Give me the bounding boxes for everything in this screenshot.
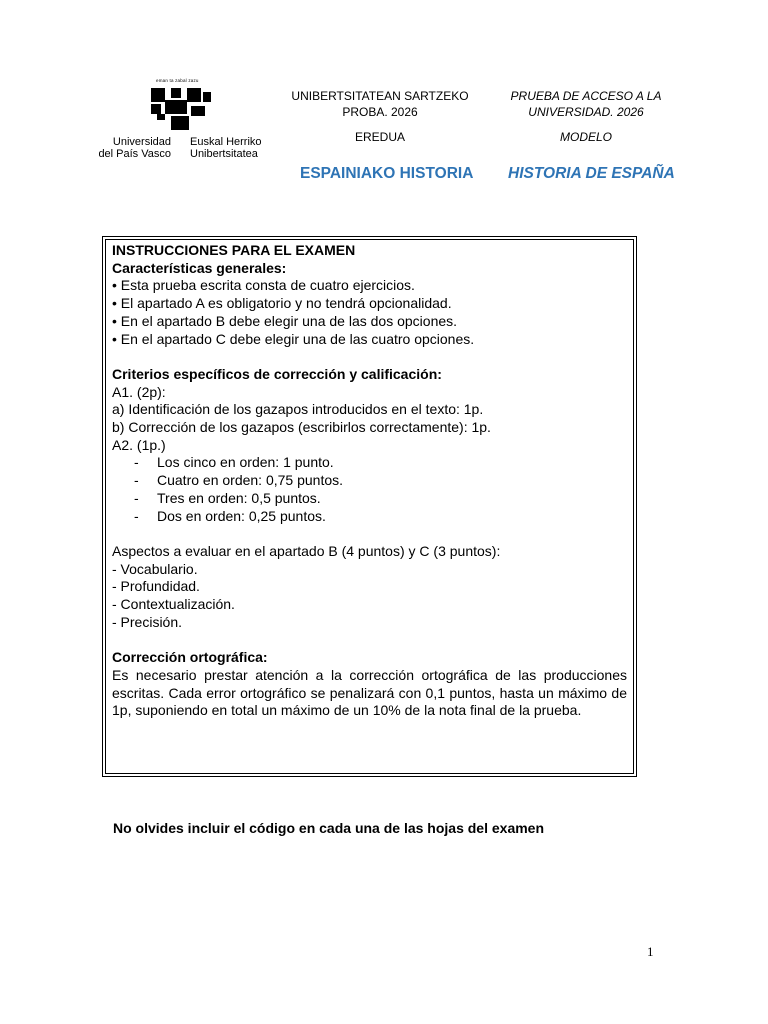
- spacer: [112, 348, 627, 366]
- exam-title-eu: UNIBERTSITATEAN SARTZEKO: [291, 89, 469, 103]
- header-spanish: [486, 88, 686, 145]
- logo-motto: eman ta zabal zazu: [156, 78, 199, 83]
- university-emblem-icon: [151, 86, 213, 132]
- general-item: • En el apartado C debe elegir una de las cuatro opciones.: [112, 330, 475, 347]
- general-item: • En el apartado B debe elegir una de las dos opciones.: [112, 312, 458, 329]
- dash-bullet: -: [134, 454, 139, 471]
- page-number: 1: [647, 944, 654, 959]
- aspects-heading: Aspectos a evaluar en el apartado B (4 puntos) y C (3 puntos):: [112, 542, 501, 559]
- criteria-heading: Criterios específicos de corrección y calificación:: [112, 365, 442, 382]
- general-item: • Esta prueba escrita consta de cuatro ejercicios.: [112, 277, 415, 294]
- general-item: • El apartado A es obligatorio y no tendrá opcionalidad.: [112, 295, 452, 312]
- a1-item: a) Identificación de los gazapos introducidos en el texto: 1p.: [112, 401, 484, 418]
- a2-title: A2. (1p.): [112, 436, 166, 453]
- a2-item: - Los cinco en orden: 1 punto.: [134, 454, 334, 471]
- spacer: [112, 631, 627, 649]
- dash-bullet: -: [134, 472, 139, 489]
- instructions-title: INSTRUCCIONES PARA EL EXAMEN: [112, 242, 356, 258]
- a1-item: b) Corrección de los gazapos (escribirlos correctamente): 1p.: [112, 419, 491, 436]
- spacer: [112, 525, 627, 543]
- aspect-item: - Precisión.: [112, 613, 183, 630]
- a1-title: A1. (2p):: [112, 383, 166, 400]
- model-label-es: MODELO: [559, 130, 612, 144]
- ortho-text: Es necesario prestar atención a la corrección ortográfica de las producciones escritas. Cada error ortográfico se penalizará con 0,1 puntos, hasta un máximo de 1p, suponiendo en total un máximo de un 10% de la nota final de la prueba.: [112, 666, 627, 719]
- aspect-item: - Profundidad.: [112, 578, 200, 595]
- footer-note: No olvides incluir el código en cada una de las hojas del examen: [113, 820, 545, 836]
- dash-bullet: -: [134, 507, 139, 524]
- header-basque: [280, 88, 480, 145]
- subject-title-eu: ESPAINIAKO HISTORIA: [300, 165, 474, 182]
- aspect-item: - Contextualización.: [112, 596, 235, 613]
- university-name-eu: Euskal Herriko Unibertsitatea: [190, 136, 262, 160]
- dash-bullet: -: [134, 489, 139, 506]
- model-label-eu: EREDUA: [354, 130, 405, 144]
- general-heading: Características generales:: [112, 259, 287, 276]
- instructions-box: [105, 239, 634, 774]
- university-name-es: Universidad del País Vasco: [98, 136, 171, 160]
- exam-year-es: UNIVERSIDAD. 2026: [528, 105, 644, 119]
- exam-title-es: PRUEBA DE ACCESO A LA: [510, 89, 662, 103]
- exam-year-eu: PROBA. 2026: [342, 105, 418, 119]
- subject-title-es: HISTORIA DE ESPAÑA: [508, 165, 675, 182]
- a2-item: - Tres en orden: 0,5 puntos.: [134, 489, 321, 506]
- aspect-item: - Vocabulario.: [112, 560, 198, 577]
- university-logo: [88, 78, 278, 168]
- a2-item: - Dos en orden: 0,25 puntos.: [134, 507, 326, 524]
- a2-item: - Cuatro en orden: 0,75 puntos.: [134, 472, 344, 489]
- ortho-heading: Corrección ortográfica:: [112, 649, 268, 666]
